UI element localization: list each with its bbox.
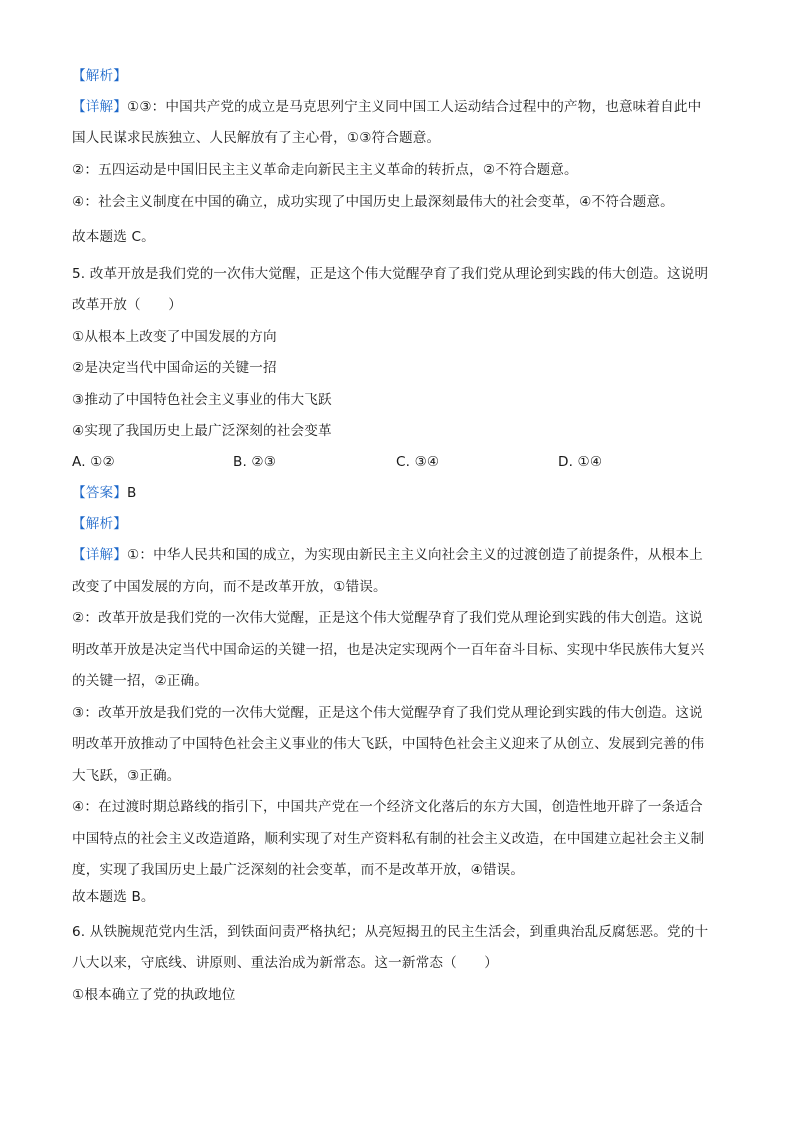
q5-detail-line-2: 改变了中国发展的方向，而不是改革开放，①错误。: [72, 579, 387, 595]
q5-item-2: ②是决定当代中国命运的关键一招: [72, 360, 277, 376]
detail-line-block1-2: 国人民谋求民族独立、人民解放有了主心骨，①③符合题意。: [72, 130, 441, 146]
q5-options: [72, 453, 722, 471]
answer-label: 【答案】: [72, 485, 127, 501]
conclusion-q5: 故本题选 B。: [72, 889, 155, 905]
analysis-label-q5: 【解析】: [72, 516, 127, 532]
answer-value: B: [126, 485, 137, 501]
q5-detail-line-7: 明改革开放推动了中国特色社会主义事业的伟大飞跃，中国特色社会主义迎来了从创立、发展到完善的伟: [72, 736, 705, 752]
q5-option-d: D. ①④: [558, 454, 603, 470]
q5-stem-line-1: 5. 改革开放是我们党的一次伟大觉醒，正是这个伟大觉醒孕育了我们党从理论到实践的伟大创造。这说明: [72, 266, 709, 282]
detail-line-block1-4: ④：社会主义制度在中国的确立，成功实现了中国历史上最深刻最伟大的社会变革，④不符合题意。: [72, 194, 674, 210]
q5-item-4: ④实现了我国历史上最广泛深刻的社会变革: [72, 423, 332, 439]
q5-option-a: A. ①②: [72, 454, 115, 470]
detail-line-block1-1: 【详解】①③：中国共产党的成立是马克思列宁主义同中国工人运动结合过程中的产物，也意味着自此中: [72, 99, 702, 115]
q5-detail-line-5: 的关键一招，②正确。: [72, 673, 209, 689]
q5-detail-line-3: ②：改革开放是我们党的一次伟大觉醒，正是这个伟大觉醒孕育了我们党从理论到实践的伟大创造。这说: [72, 610, 703, 626]
q5-option-c: C. ③④: [396, 454, 440, 470]
q6-stem-line-1: 6. 从铁腕规范党内生活，到铁面问责严格执纪；从亮短揭丑的民主生活会，到重典治乱反腐惩恶。党的十: [72, 924, 709, 940]
q5-option-b: B. ②③: [233, 454, 277, 470]
q5-item-3: ③推动了中国特色社会主义事业的伟大飞跃: [72, 392, 332, 408]
q6-stem-line-2: 八大以来，守底线、讲原则、重法治成为新常态。这一新常态（ ）: [72, 955, 499, 971]
conclusion-block1: 故本题选 C。: [72, 229, 155, 245]
q5-answer: [72, 484, 136, 502]
detail-label-block1: 【详解】: [72, 99, 127, 115]
q6-item-1: ①根本确立了党的执政地位: [72, 987, 236, 1003]
analysis-label-block1: 【解析】: [72, 68, 127, 84]
q5-detail-line-4: 明改革开放是决定当代中国命运的关键一招，也是决定实现两个一百年奋斗目标、实现中华民族伟大复兴: [72, 642, 705, 658]
q5-stem-line-2: 改革开放（ ）: [72, 297, 182, 313]
q5-detail-line-1: 【详解】①：中华人民共和国的成立，为实现由新民主主义向社会主义的过渡创造了前提条件，从根本上: [72, 547, 703, 563]
q5-detail-line-10: 中国特点的社会主义改造道路，顺利实现了对生产资料私有制的社会主义改造，在中国建立起社会主义制: [72, 831, 705, 847]
detail-line-block1-3: ②：五四运动是中国旧民主主义革命走向新民主主义革命的转折点，②不符合题意。: [72, 162, 578, 178]
q5-detail-line-6: ③：改革开放是我们党的一次伟大觉醒，正是这个伟大觉醒孕育了我们党从理论到实践的伟大创造。这说: [72, 705, 703, 721]
q5-detail-line-9: ④：在过渡时期总路线的指引下，中国共产党在一个经济文化落后的东方大国，创造性地开辟了一条适合: [72, 799, 703, 815]
q5-item-1: ①从根本上改变了中国发展的方向: [72, 329, 277, 345]
q5-detail-line-8: 大飞跃，③正确。: [72, 768, 181, 784]
detail-label-q5: 【详解】: [72, 547, 127, 563]
q5-detail-line-11: 度，实现了我国历史上最广泛深刻的社会变革，而不是改革开放，④错误。: [72, 862, 525, 878]
